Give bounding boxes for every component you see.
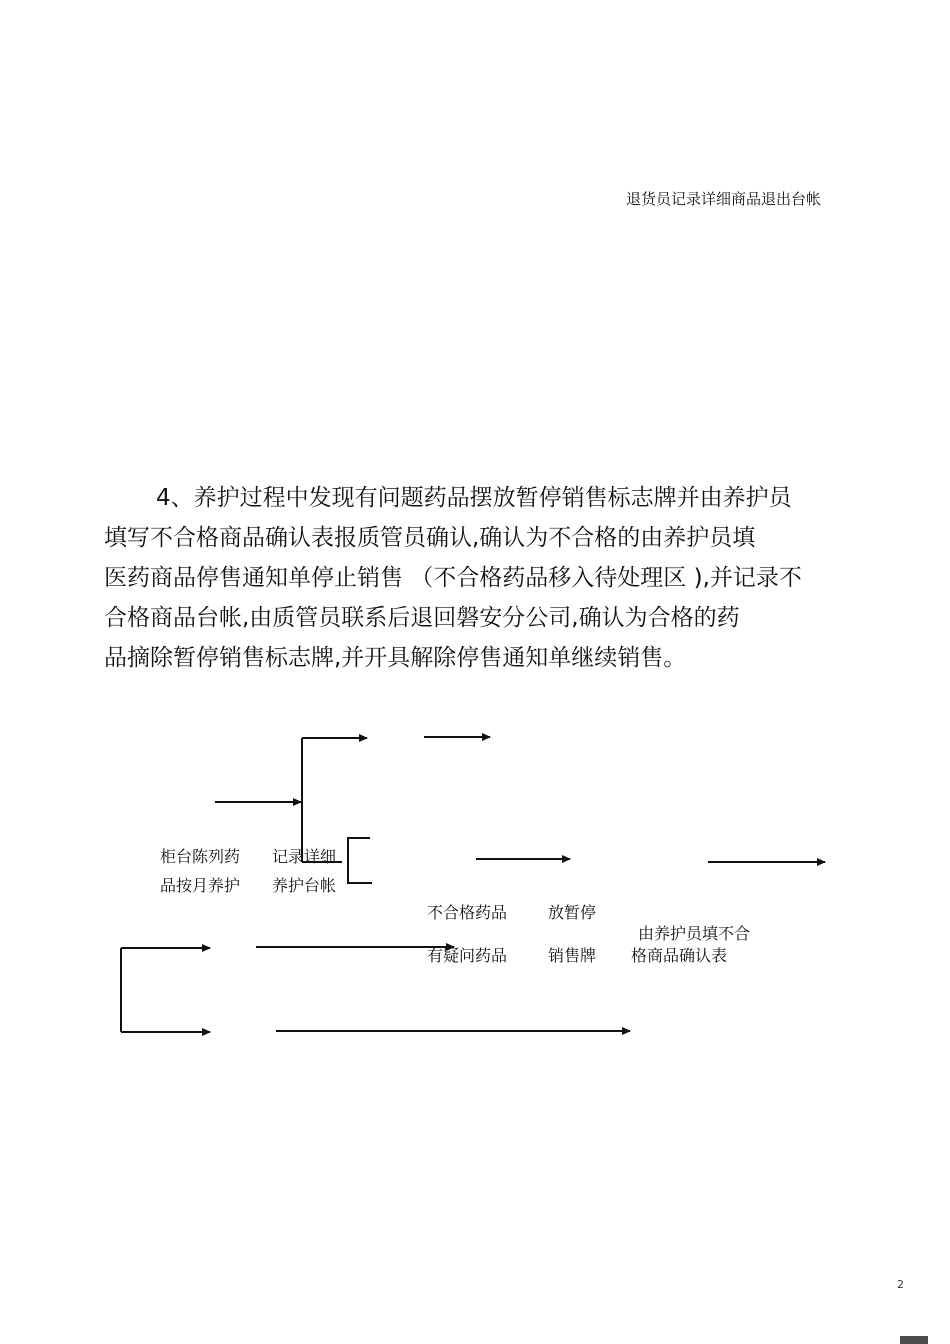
corner-mark	[900, 1336, 928, 1344]
node-form-top: 由养护员填不合	[638, 924, 751, 943]
page-number: 2	[897, 1278, 904, 1291]
node-sign-bottom: 销售牌	[548, 946, 597, 965]
paragraph-line: 填写不合格商品确认表报质管员确认,确认为不合格的由养护员填	[104, 525, 756, 551]
node-unqualified-label: 不合格药品	[427, 903, 508, 922]
paragraph-line: 医药商品停售通知单停止销售 （不合格药品移入待处理区 ),并记录不	[104, 565, 802, 591]
paragraph-line: 合格商品台帐,由质管员联系后退回磐安分公司,确认为合格的药	[104, 605, 740, 631]
node-counter-display: 柜台陈列药 品按月养护	[160, 847, 241, 895]
paragraph-line: 4、养护过程中发现有问题药品摆放暂停销售标志牌并由养护员	[156, 485, 792, 511]
top-note: 退货员记录详细商品退出台帐	[626, 190, 822, 208]
paragraph-line: 品摘除暂停销售标志牌,并开具解除停售通知单继续销售。	[104, 645, 687, 671]
bracket-line	[348, 838, 372, 883]
node-record-ledger: 记录详细 养护台帐	[272, 847, 337, 895]
node-form-bottom: 格商品确认表	[631, 946, 728, 965]
node-doubtful-label: 有疑问药品	[427, 946, 508, 965]
node-sign-top: 放暂停	[548, 903, 597, 922]
